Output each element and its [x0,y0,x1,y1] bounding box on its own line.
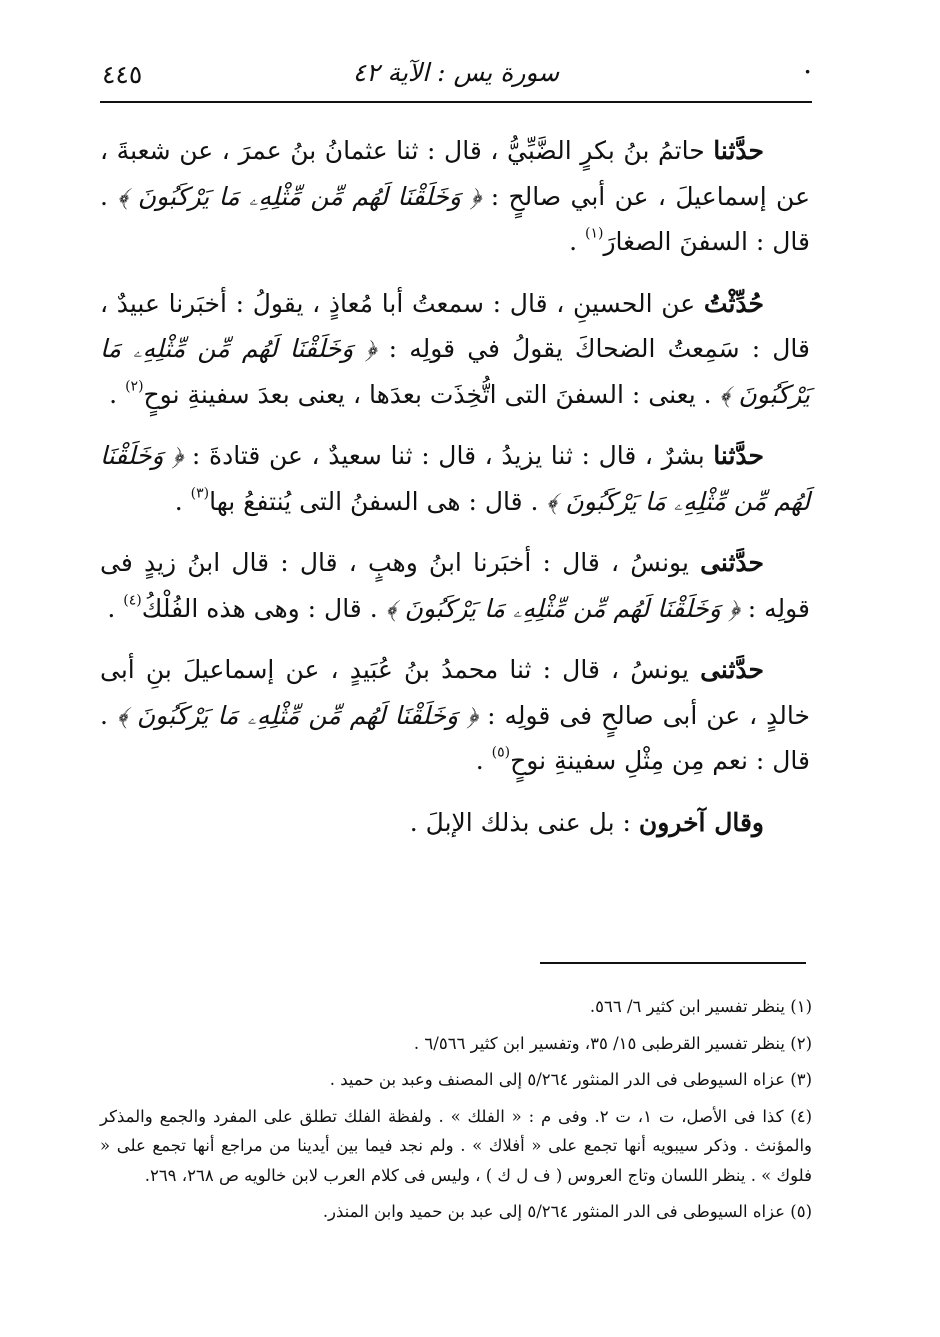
paragraph [100,128,810,265]
paragraph-text: . يعنى : السفنَ التى اتُّخِذَت بعدَها ، يعنى بعدَ سفينةِ نوحٍ [143,379,720,409]
paragraph-text: يونسُ ، قال : ثنا محمدُ بنُ عُبَيدٍ ، عن إسماعيلَ بنِ أبى خالدٍ ، عن أبى صالحٍ فى قولِه : [100,655,810,730]
footnote-marker: (٣) [190,484,210,501]
footnote-marker: (٥) [491,744,511,761]
footnotes [100,992,812,1234]
footnote-marker: (٢) [125,377,144,394]
footnote: (٢) ينظر تفسير القرطبى ١٥/ ٣٥، وتفسير ابن كثير ٦/٥٦٦ . [413,1033,812,1053]
running-title: سورة يس : الآية ٤٢ [352,58,560,87]
paragraph-text: : بل عنى بذلك الإبلَ . [409,807,639,837]
footnote: (١) ينظر تفسير ابن كثير ٦/ ٥٦٦. [589,997,812,1016]
paragraph-text: . قال : هى السفنُ التى يُنتفعُ بها [209,486,547,516]
paragraph-text: بشرٌ ، قال : ثنا يزيدُ ، قال : ثنا سعيدٌ ، عن قتادةَ : [183,441,714,470]
page-number: ٤٤٥ [102,60,143,89]
paragraph-text: . قال : السفنَ الصغارَ [100,181,810,256]
narration-lead: حدَّثنى [700,655,764,684]
paragraph-text: يونسُ ، قال : أخبَرنا ابنُ وهبٍ ، قال : قال ابنُ زيدٍ فى قولِه : [100,548,810,623]
paragraph-text: . [475,746,492,775]
quran-verse: ﴿ وَخَلَقْنَا لَهُم مِّن مِّثْلِهِۦ مَا يَرْكَبُونَ ﴾ [116,700,479,730]
footnote-marker: (١) [585,225,604,242]
paragraph-text: . [569,227,585,256]
paragraph-text: حاتمُ بنُ بكرٍ الضَّبِّيُّ ، قال : ثنا عثمانُ بنُ عمرَ ، عن شعبةَ ، عن إسماعيلَ ، عن أبي صالحٍ : [100,136,810,211]
paragraph [100,540,810,631]
header-rule [100,101,812,103]
paragraph-text: . قال : نعم مِن مِثْلِ سفينةِ نوحٍ [100,700,810,775]
footnote: (٣) عزاه السيوطى فى الدر المنثور ٥/٢٦٤ إلى المصنف وعبد بن حميد . [329,1070,812,1089]
paragraph-text: عن الحسينِ ، قال : سمعتُ أبا مُعاذٍ ، يقولُ : أخبَرنا عبيدٌ ، قال : سَمِعتُ الضحاكَ يقولُ في قولِه : [100,288,810,363]
quran-verse: ﴿ وَخَلَقْنَا لَهُم مِّن مِّثْلِهِۦ مَا يَرْكَبُونَ ﴾ [100,441,810,516]
footnote: (٤) كذا فى الأصل، ت ١، ت ٢. وفى م : « الفلك » . ولفظة الفلك تطلق على المفرد والجمع والمذكر والمؤنث . وذكر سيبويه أنها تجمع على « أفلاك » . ولم نجد فيما بين أيدينا من مراجع أنها تجمع على « فلوك » . ينظر اللسان وتاج العروس ( ف ل ك ) ، وليس فى كلام العرب لابن خالويه ص ٢٦٨، ٢٦٩. [100,1106,812,1185]
narration-lead: حُدِّثْتُ [703,288,764,318]
paragraph [100,281,810,418]
paragraph [100,433,810,524]
paragraph-text: . قال : وهى هذه الفُلْكُ [141,593,386,623]
main-text [100,128,810,861]
paragraph [100,647,810,784]
paragraph [100,800,810,846]
quran-verse: ﴿ وَخَلَقْنَا لَهُم مِّن مِّثْلِهِۦ مَا يَرْكَبُونَ ﴾ [385,593,740,623]
quran-verse: ﴿ وَخَلَقْنَا لَهُم مِّن مِّثْلِهِۦ مَا يَرْكَبُونَ ﴾ [100,334,810,409]
header-ornament: . [803,47,812,80]
quran-verse: ﴿ وَخَلَقْنَا لَهُم مِّن مِّثْلِهِۦ مَا يَرْكَبُونَ ﴾ [117,181,482,211]
paragraph-text: . [109,379,126,409]
footnote: (٥) عزاه السيوطى فى الدر المنثور ٥/٢٦٤ إلى عبد بن حميد وابن المنذر. [322,1202,812,1221]
paragraph-text: . [107,593,124,623]
narration-lead: حدَّثنا [713,441,764,470]
footnote-separator [540,962,806,964]
narration-lead: وقال آخرون [638,807,764,837]
narration-lead: حدَّثنا [713,136,764,165]
footnote-marker: (٤) [123,591,142,608]
narration-lead: حدَّثنى [700,548,764,577]
page-header [100,47,812,102]
paragraph-text: . [174,486,191,516]
